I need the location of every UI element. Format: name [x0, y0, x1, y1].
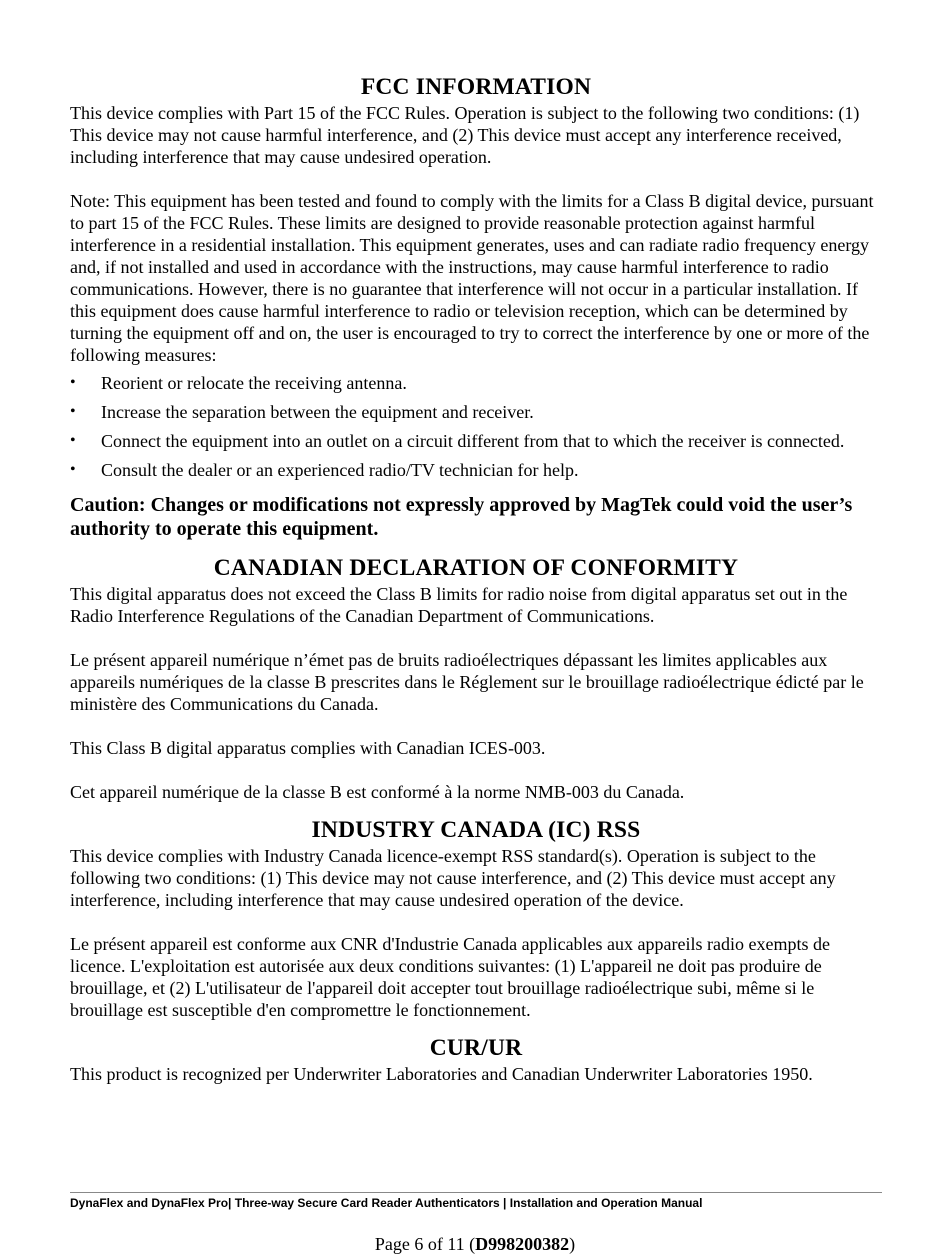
cur-paragraph-1: This product is recognized per Underwriter Laboratories and Canadian Underwriter Laboratories 1950. — [70, 1064, 813, 1084]
footer-title: DynaFlex and DynaFlex Pro| Three-way Secure Card Reader Authenticators | Installation and Operation Manual — [70, 1196, 703, 1210]
bullet-icon: • — [70, 461, 76, 478]
list-item — [70, 459, 882, 481]
fcc-paragraph-1: This device complies with Part 15 of the FCC Rules. Operation is subject to the following two conditions: (1) This device may not cause harmful interference, and (2) This device must accept any interference received, including interference that may cause undesired operation. — [70, 103, 860, 167]
canada-paragraph-4: Cet appareil numérique de la classe B est conformé à la norme NMB-003 du Canada. — [70, 782, 685, 802]
list-item — [70, 401, 882, 423]
canada-paragraph-2: Le présent appareil numérique n’émet pas de bruits radioélectriques dépassant les limites applicables aux appareils numériques de la classe B prescrites dans le Réglement sur le brouillage radioélectrique édicté par le ministère des Communications du Canada. — [70, 650, 864, 714]
ic-paragraph-2: Le présent appareil est conforme aux CNR d'Industrie Canada applicables aux appareils radio exempts de licence. L'exploitation est autorisée aux deux conditions suivantes: (1) L'appareil ne doit pas produire de brouillage, et (2) L'utilisateur de l'appareil doit accepter tout brouillage radioélectrique subi, même si le brouillage est susceptible d'en compromettre le fonctionnement. — [70, 934, 830, 1020]
ic-paragraph-1: This device complies with Industry Canada licence-exempt RSS standard(s). Operation is subject to the following two conditions: (1) This device may not cause interference, and (2) This device must accept any interference, including interference that may cause undesired operation of the device. — [70, 846, 836, 910]
list-item — [70, 372, 882, 394]
page-number — [0, 1233, 950, 1255]
bullet-icon: • — [70, 374, 76, 391]
list-item — [70, 430, 882, 452]
bullet-icon: • — [70, 403, 76, 420]
canada-paragraph-1: This digital apparatus does not exceed the Class B limits for radio noise from digital apparatus set out in the Radio Interference Regulations of the Canadian Department of Communications. — [70, 584, 848, 626]
list-item-text: Consult the dealer or an experienced radio/TV technician for help. — [101, 460, 579, 480]
fcc-measures-list — [70, 372, 882, 481]
fcc-heading: FCC INFORMATION — [360, 74, 592, 100]
ic-heading: INDUSTRY CANADA (IC) RSS — [311, 817, 641, 843]
document-number: D998200382 — [475, 1234, 570, 1254]
page-label: Page 6 of 11 ( — [374, 1234, 476, 1254]
footer-divider — [70, 1192, 882, 1193]
canada-paragraph-3: This Class B digital apparatus complies with Canadian ICES-003. — [70, 738, 546, 758]
fcc-paragraph-2: Note: This equipment has been tested and found to comply with the limits for a Class B digital device, pursuant to part 15 of the FCC Rules. These limits are designed to provide reasonable protection against harmful interference in a residential installation. This equipment generates, uses and can radiate radio frequency energy and, if not installed and used in accordance with the instructions, may cause harmful interference to radio communications. However, there is no guarantee that interference will not occur in a particular installation. If this equipment does cause harmful interference to radio or television reception, which can be determined by turning the equipment off and on, the user is encouraged to try to correct the interference by one or more of the following measures: — [70, 191, 874, 365]
bullet-icon: • — [70, 432, 76, 449]
cur-heading: CUR/UR — [429, 1035, 523, 1061]
list-item-text: Increase the separation between the equipment and receiver. — [101, 402, 534, 422]
fcc-caution: Caution: Changes or modifications not expressly approved by MagTek could void the user’s authority to operate this equipment. — [70, 494, 853, 540]
document-page — [70, 72, 882, 1085]
list-item-text: Connect the equipment into an outlet on a circuit different from that to which the receiver is connected. — [101, 431, 845, 451]
canada-heading: CANADIAN DECLARATION OF CONFORMITY — [213, 555, 739, 581]
page-label-close: ) — [569, 1234, 576, 1254]
list-item-text: Reorient or relocate the receiving antenna. — [101, 373, 407, 393]
